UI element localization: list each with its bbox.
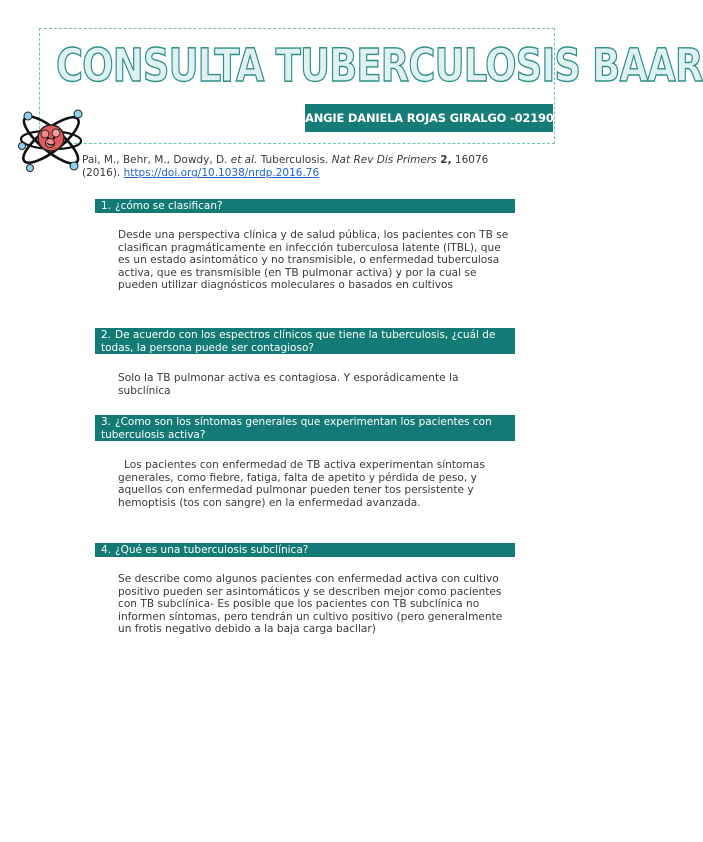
question-1-text: ¿cómo se clasifican? <box>115 200 223 212</box>
question-4-bar <box>95 543 515 557</box>
question-1-number: 1. <box>101 200 112 212</box>
citation-et-al: et al. <box>230 154 258 166</box>
question-4-text: ¿Qué es una tuberculosis subclínica? <box>115 544 309 556</box>
citation-doi-link[interactable]: https://doi.org/10.1038/nrdp.2016.76 <box>123 167 320 179</box>
question-3-text: ¿Como son los síntomas generales que experimentan los pacientes con tuberculosis activa? <box>101 416 492 441</box>
citation-pages: 16076 (2016). <box>82 154 489 179</box>
answer-4: Se describe como algunos pacientes con enfermedad activa con cultivo positivo pueden ser asintomáticos y se describen mejor como pacientes con TB subclínica- Es posible que los pacientes con TB subclínica no informen síntomas, pero tendrán un cultivo positivo (pero generalmente un frotis negativo debido a la baja carga bacilar) <box>118 573 503 635</box>
answer-2: Solo la TB pulmonar activa es contagiosa. Y esporádicamente la subclínica <box>118 372 459 397</box>
citation <box>82 154 522 180</box>
citation-journal: Nat Rev Dis Primers <box>331 154 437 166</box>
question-1-bar <box>95 199 515 213</box>
answer-1: Desde una perspectiva clínica y de salud pública, los pacientes con TB se clasifican pragmáticamente en infección tuberculosa latente (ITBL), que es un estado asintomático y no transmisible, o enfermedad tuberculosa activa, que es transmisible (en TB pulmonar activa) y por la cual se pueden utilizar diagnósticos moleculares o basados en cultivos <box>118 229 509 291</box>
question-2-number: 2. <box>101 329 112 341</box>
citation-title: Tuberculosis. <box>257 154 332 166</box>
citation-volume: 2, <box>436 154 452 166</box>
page-title: CONSULTA TUBERCULOSIS BAAR <box>56 39 703 92</box>
question-3-number: 3. <box>101 416 112 428</box>
atom-icon <box>14 102 88 182</box>
question-4-number: 4. <box>101 544 112 556</box>
citation-authors: Pai, M., Behr, M., Dowdy, D. <box>82 154 231 166</box>
author-banner: ANGIE DANIELA ROJAS GIRALGO -02190171040 <box>305 104 553 132</box>
question-3-bar <box>95 415 515 441</box>
question-2-bar <box>95 328 515 354</box>
answer-3: Los pacientes con enfermedad de TB activa experimentan síntomas generales, como fiebre, fatiga, falta de apetito y pérdida de peso, y aquellos con enfermedad pulmonar pueden tener tos persistente y hemoptisis (tos con sangre) en la enfermedad avanzada. <box>118 459 485 509</box>
question-2-text: De acuerdo con los espectros clínicos que tiene la tuberculosis, ¿cuál de todas, la persona puede ser contagioso? <box>101 329 496 354</box>
